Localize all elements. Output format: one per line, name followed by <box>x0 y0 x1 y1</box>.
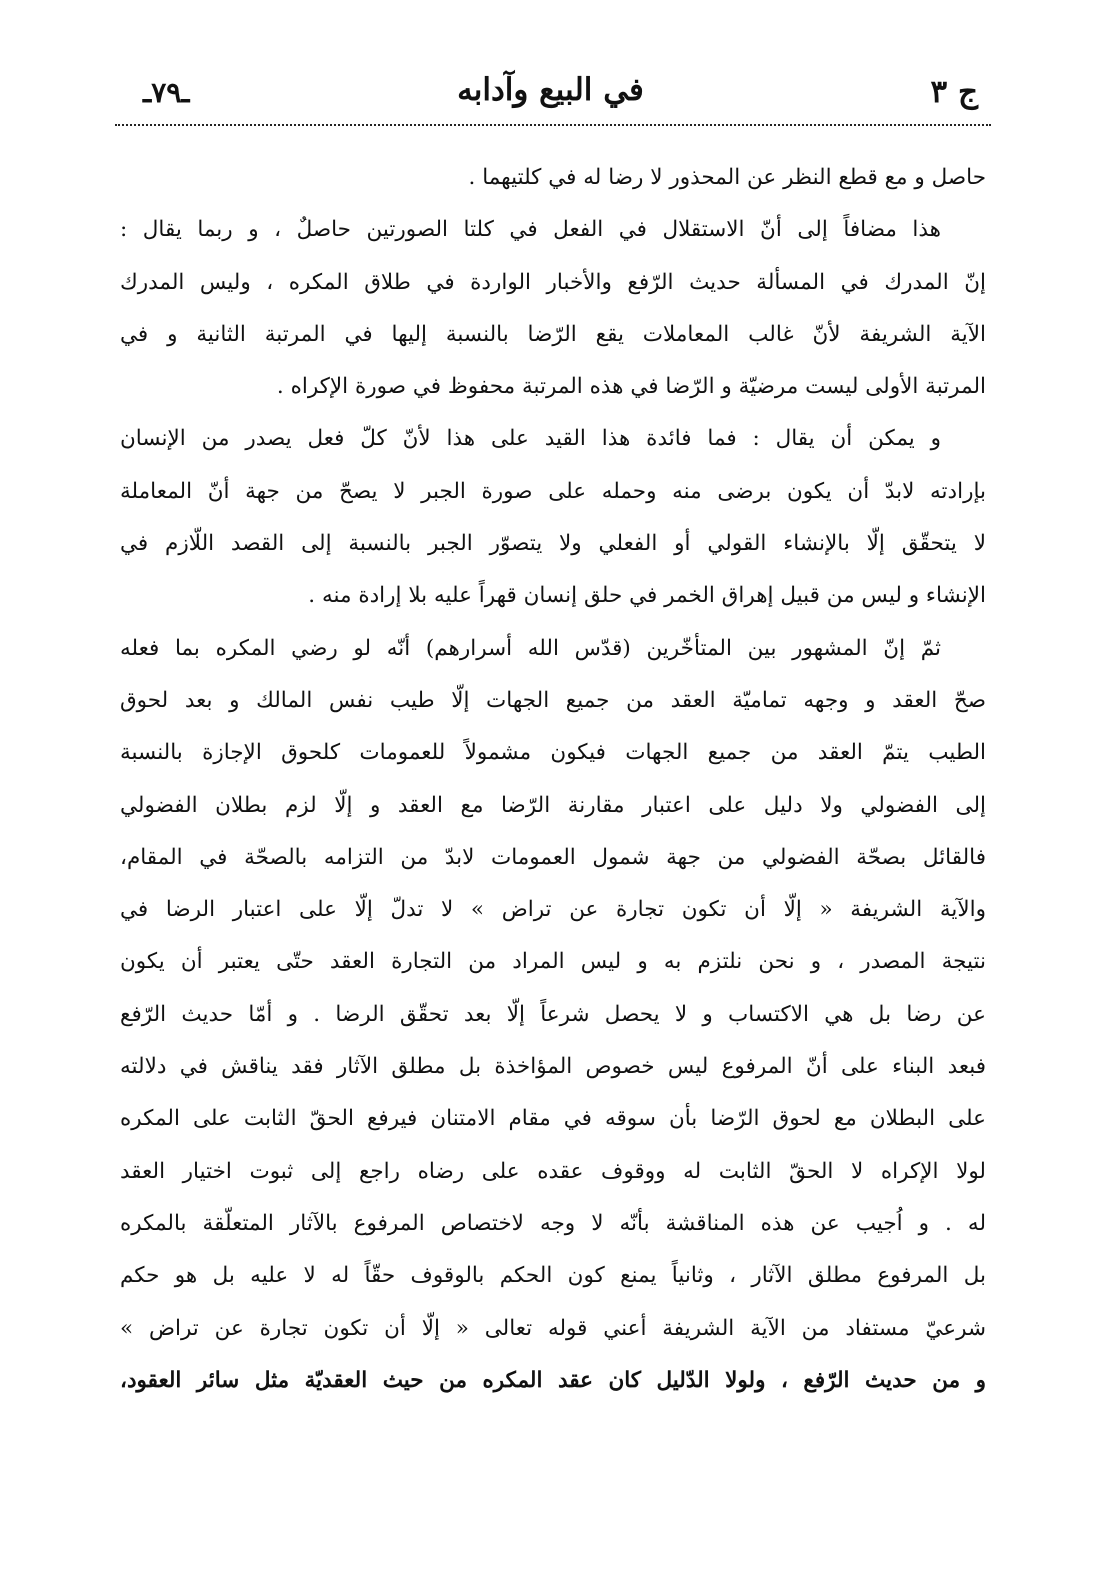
text-line: حاصل و مع قطع النظر عن المحذور لا رضا له في كلتيهما . <box>468 165 986 190</box>
body-text <box>120 152 986 1407</box>
running-title: في البيع وآدابه <box>457 72 644 108</box>
text-line: إنّ المدرك في المسألة حديث الرّفع والأخبار الواردة في طلاق المكره ، وليس المدرك <box>120 269 986 295</box>
page-number: ـ٧٩ـ <box>143 76 190 109</box>
text-line: لولا الإكراه لا الحقّ الثابت له ووقوف عقده على رضاه راجع إلى ثبوت اختيار العقد <box>120 1158 986 1184</box>
text-line: عن رضا بل هي الاكتساب و لا يحصل شرعاً إلّا بعد تحقّق الرضا . و أمّا حديث الرّفع <box>120 1001 986 1027</box>
text-line: و من حديث الرّفع ، ولولا الدّليل كان عقد المكره من حيث العقديّة مثل سائر العقود، <box>120 1367 986 1393</box>
text-line: صحّ العقد و وجهه تماميّة العقد من جميع الجهات إلّا طيب نفس المالك و بعد لحوق <box>120 687 986 713</box>
text-line: فالقائل بصحّة الفضولي من جهة شمول العمومات لابدّ من التزامه بالصحّة في المقام، <box>120 844 986 870</box>
text-line: والآية الشريفة « إلّا أن تكون تجارة عن تراض » لا تدلّ إلّا على اعتبار الرضا في <box>120 897 986 923</box>
text-line: على البطلان مع لحوق الرّضا بأن سوقه في مقام الامتنان فيرفع الحقّ الثابت على المكره <box>120 1106 986 1132</box>
text-line: لا يتحقّق إلّا بالإنشاء القولي أو الفعلي ولا يتصوّر الجبر بالنسبة إلى القصد اللّازم في <box>120 531 986 557</box>
text-line: المرتبة الأولى ليست مرضيّة و الرّضا في هذه المرتبة محفوظ في صورة الإكراه . <box>276 374 986 400</box>
text-line: إلى الفضولي ولا دليل على اعتبار مقارنة الرّضا مع العقد و إلّا لزم بطلان الفضولي <box>120 792 986 818</box>
text-line: الإنشاء و ليس من قبيل إهراق الخمر في حلق إنسان قهراً عليه بلا إرادة منه . <box>308 583 986 609</box>
text-line: الآية الشريفة لأنّ غالب المعاملات يقع الرّضا بالنسبة إليها في المرتبة الثانية و في <box>120 321 986 347</box>
text-line: و يمكن أن يقال : فما فائدة هذا القيد على هذا لأنّ كلّ فعل يصدر من الإنسان <box>120 426 941 452</box>
text-line: ثمّ إنّ المشهور بين المتأخّرين (قدّس الله أسرارهم) أنّه لو رضي المكره بما فعله <box>120 635 941 661</box>
text-line: فبعد البناء على أنّ المرفوع ليس خصوص المؤاخذة بل مطلق الآثار فقد يناقش في دلالته <box>120 1054 986 1080</box>
text-line: هذا مضافاً إلى أنّ الاستقلال في الفعل في كلتا الصورتين حاصلٌ ، و ربما يقال : <box>120 217 941 243</box>
text-line: بل المرفوع مطلق الآثار ، وثانياً يمنع كون الحكم بالوقوف حقّاً له لا عليه بل هو حكم <box>120 1263 986 1289</box>
text-line: بإرادته لابدّ أن يكون برضى منه وحمله على صورة الجبر لا يصحّ من جهة أنّ المعاملة <box>120 478 986 504</box>
text-line: شرعيّ مستفاد من الآية الشريفة أعني قوله تعالى « إلّا أن تكون تجارة عن تراض » <box>120 1315 986 1341</box>
header-dotted-rule <box>115 124 991 126</box>
text-line: له . و اُجيب عن هذه المناقشة بأنّه لا وجه لاختصاص المرفوع بالآثار المتعلّقة بالمكره <box>120 1210 986 1236</box>
volume-label: ج ٣ <box>930 74 978 110</box>
page-header <box>115 70 986 122</box>
text-line: الطيب يتمّ العقد من جميع الجهات فيكون مشمولاً للعمومات كلحوق الإجازة بالنسبة <box>120 740 986 766</box>
text-line: نتيجة المصدر ، و نحن نلتزم به و ليس المراد من التجارة العقد حتّى يعتبر أن يكون <box>120 949 986 975</box>
